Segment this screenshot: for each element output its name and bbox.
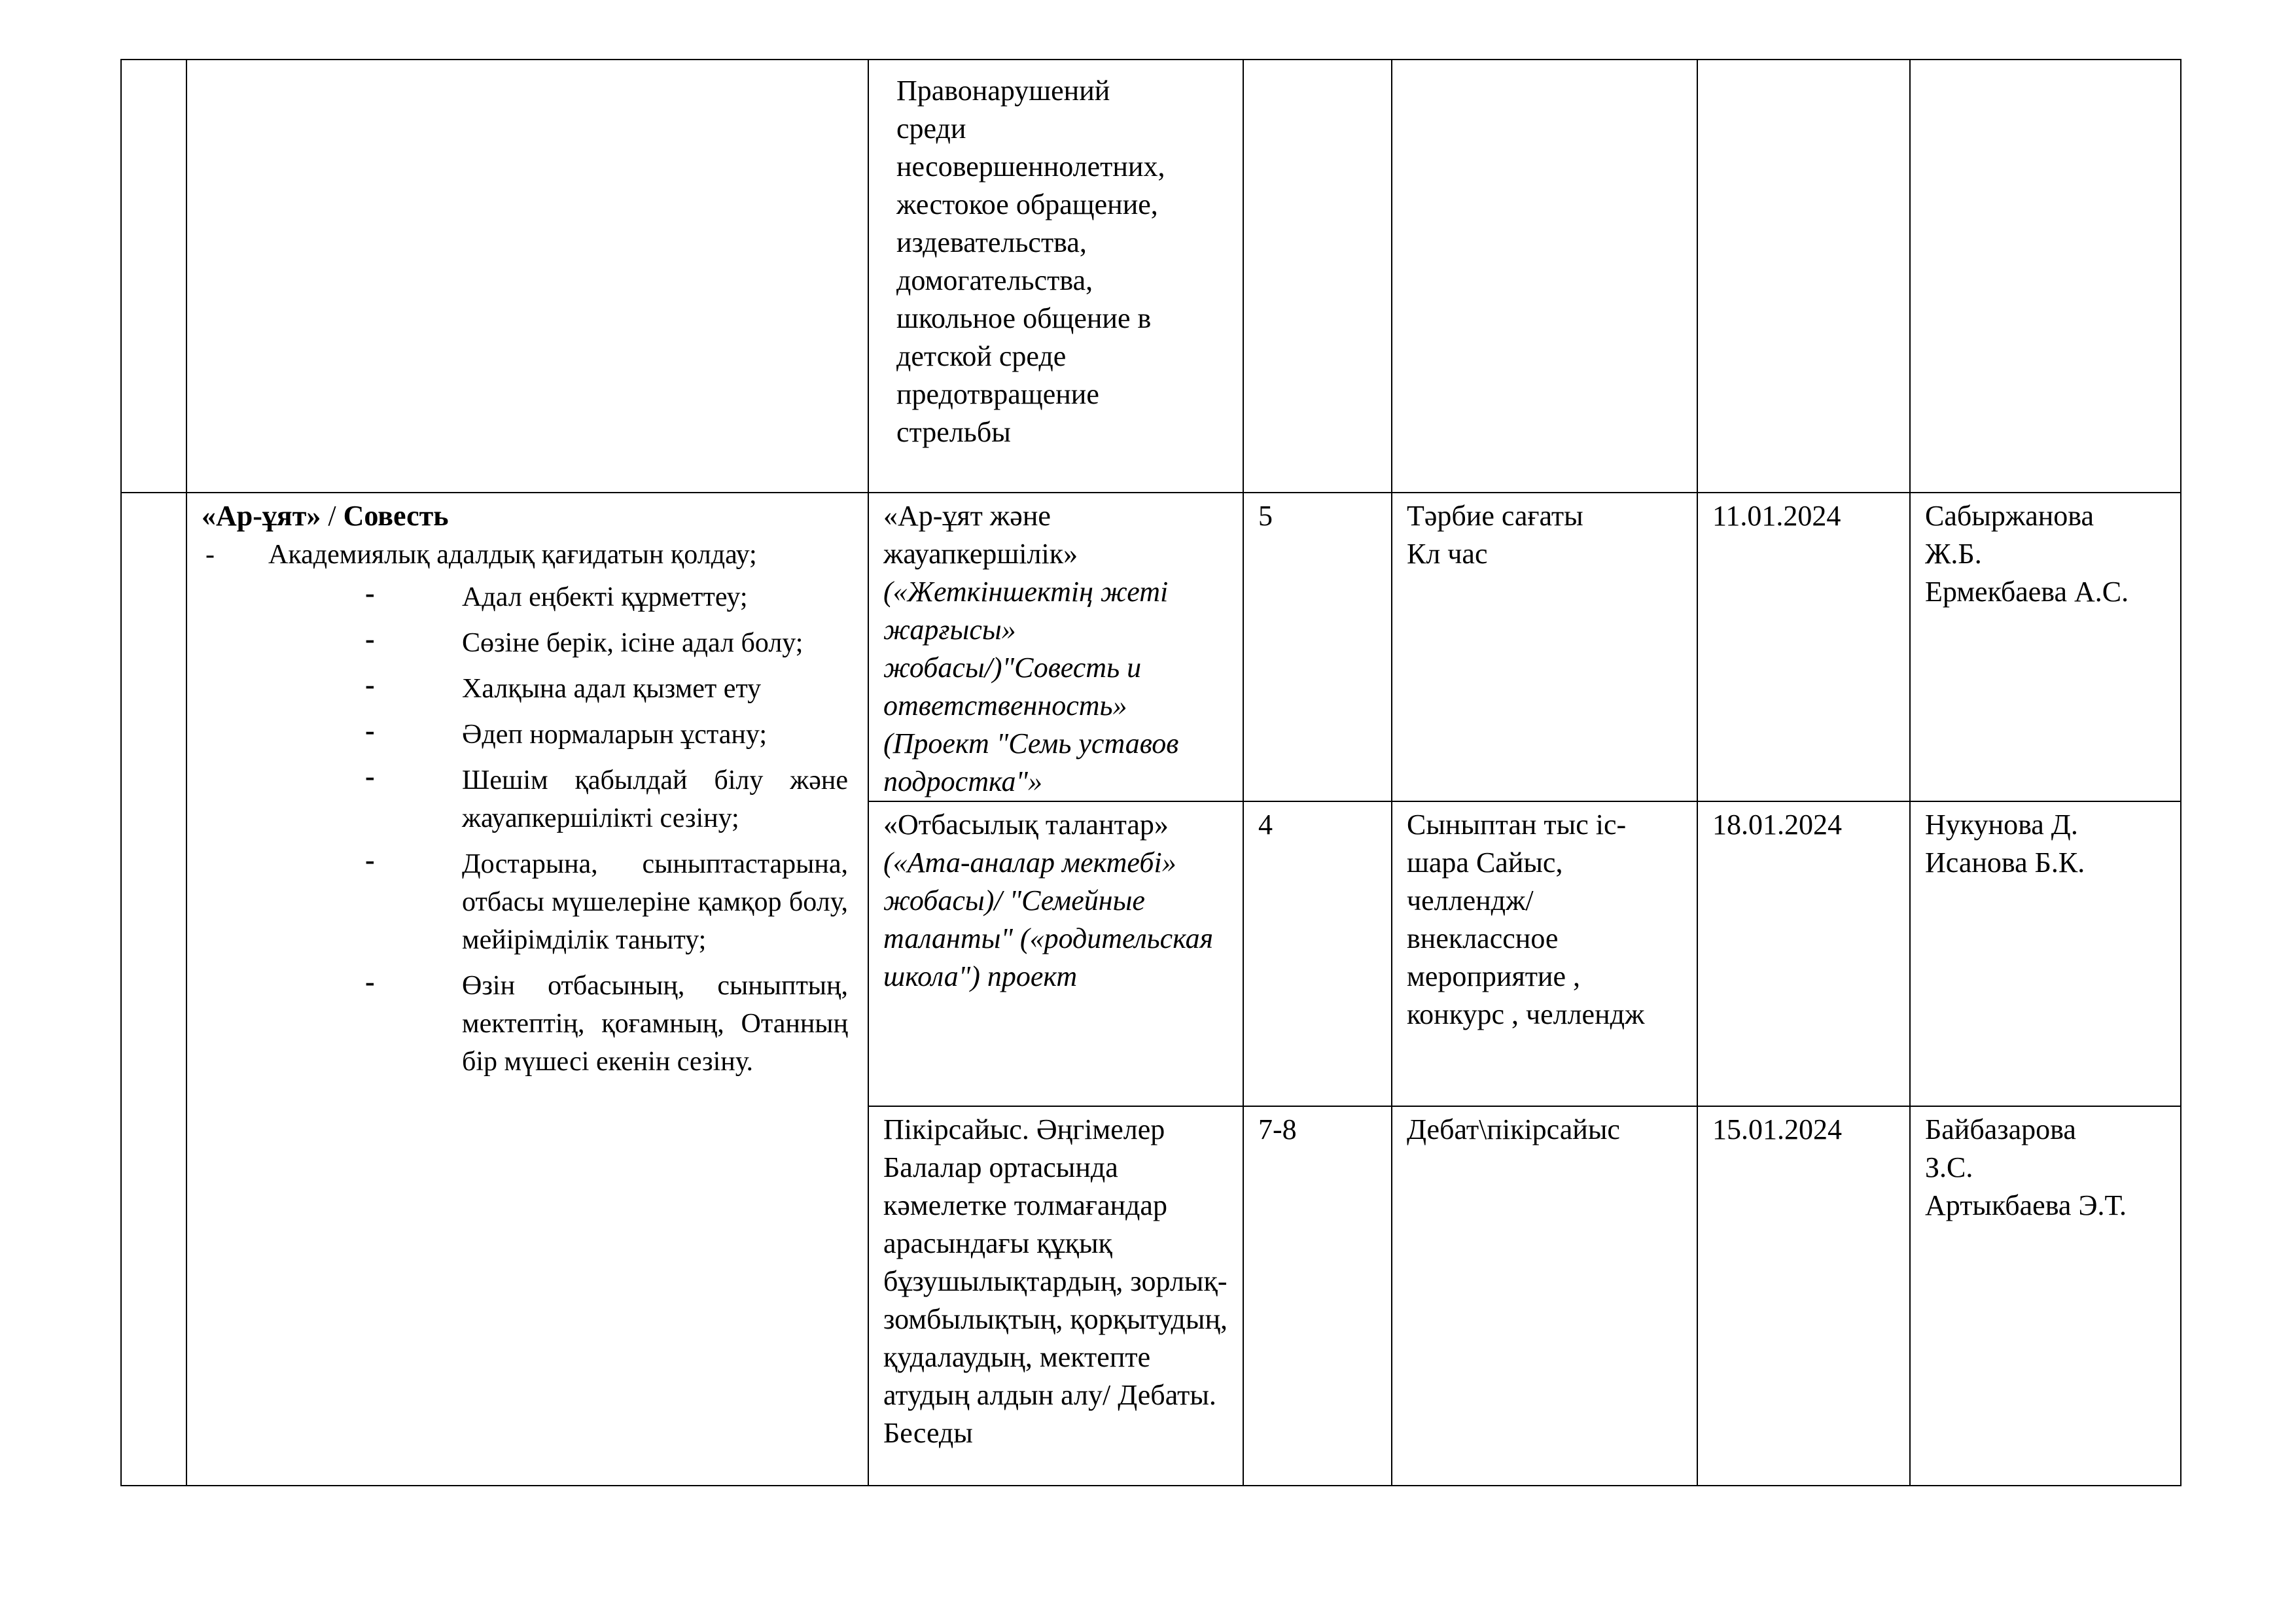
grade-value: 7-8 (1258, 1113, 1297, 1145)
responsible-cell (1910, 1106, 2181, 1486)
topic-line: несовершеннолетних, (896, 150, 1165, 183)
form-line: Дебат\пікірсайыс (1407, 1113, 1620, 1145)
topic-italic-text: («Ата-аналар мектебі» жобасы)/ "Семейные таланты" («родительская школа") проект (883, 846, 1214, 992)
responsible-cell (1910, 801, 2181, 1106)
bullet-dash: - (365, 669, 375, 701)
list-item: - Достарына, сыныптастарына, отбасы мүшелеріне қамқор болу, мейірімділік таныту; (462, 845, 853, 959)
topic-line: стрельбы (896, 416, 1011, 448)
values-title-separator: / (321, 500, 344, 532)
number-cell (121, 60, 186, 493)
grade-cell (1243, 493, 1392, 801)
table-row (121, 60, 2181, 493)
form-line: Тәрбие сағаты (1407, 500, 1583, 532)
list-item: - Адал еңбекті құрметтеу; (462, 578, 853, 616)
bullet-dash: - (365, 623, 375, 655)
list-item: - Халқына адал қызмет ету (462, 670, 853, 708)
form-cell (1392, 801, 1697, 1106)
values-list (202, 578, 853, 1081)
values-title-kz: «Ар-ұят» (202, 500, 321, 532)
topic-line: жестокое обращение, (896, 188, 1158, 220)
bullet-dash: - (365, 760, 375, 792)
grade-cell (1243, 801, 1392, 1106)
list-item: - Өзін отбасының, сыныптың, мектептің, қоғамның, Отанның бір мүшесі екенін сезіну. (462, 967, 853, 1081)
date-cell (1697, 1106, 1910, 1486)
list-item: - Әдеп нормаларын ұстану; (462, 716, 853, 754)
intro-dash: - (205, 540, 215, 570)
responsible-line: Ермекбаева А.С. (1925, 576, 2129, 608)
date-value: 11.01.2024 (1712, 500, 1841, 532)
values-intro (202, 536, 853, 573)
responsible-line: Сабыржанова (1925, 500, 2094, 532)
form-line: Кл час (1407, 538, 1488, 570)
grade-cell (1243, 60, 1392, 493)
date-cell (1697, 801, 1910, 1106)
values-cell (186, 493, 868, 1486)
responsible-line: Байбазарова (1925, 1113, 2076, 1145)
grade-value: 5 (1258, 500, 1273, 532)
table-row (121, 493, 2181, 801)
topic-text: Пікірсайыс. Әңгімелер Балалар ортасында кәмелетке толмағандар арасындағы құқық бұзушылықтардың, зорлық-зомбылықтың, қорқытудың, қудалаудың, мектепте атудың алдын алу/ Дебаты. Беседы (883, 1113, 1228, 1449)
topic-text (869, 60, 1243, 451)
topic-line: школьное общение в (896, 302, 1152, 334)
date-cell (1697, 60, 1910, 493)
values-title (202, 497, 853, 535)
form-cell (1392, 1106, 1697, 1486)
responsible-cell (1910, 60, 2181, 493)
values-cell-empty (186, 60, 868, 493)
topic-line: Правонарушений (896, 75, 1110, 107)
responsible-cell (1910, 493, 2181, 801)
responsible-line: Нукунова Д. (1925, 809, 2078, 841)
topic-line: издевательства, (896, 226, 1087, 258)
date-value: 18.01.2024 (1712, 809, 1842, 841)
form-cell (1392, 493, 1697, 801)
topic-line: среди (896, 113, 966, 145)
bullet-dash: - (365, 714, 375, 746)
values-title-ru: Совесть (343, 500, 449, 532)
topic-text: «Отбасылық талантар» (883, 809, 1169, 841)
intro-text: Академиялық адалдық қағидатын қолдау; (268, 540, 757, 570)
responsible-line: Артыкбаева Э.Т. (1925, 1189, 2127, 1221)
number-cell (121, 493, 186, 1486)
grade-cell (1243, 1106, 1392, 1486)
topic-text: «Ар-ұят және жауапкершілік» (883, 500, 1078, 570)
grade-value: 4 (1258, 809, 1273, 841)
topic-line: предотвращение (896, 378, 1099, 410)
date-cell (1697, 493, 1910, 801)
topic-cell (868, 801, 1243, 1106)
bullet-dash: - (365, 844, 375, 876)
topic-line: детской среде (896, 340, 1067, 372)
list-item: - Шешім қабылдай білу және жауапкершілікті сезіну; (462, 761, 853, 837)
topic-italic-text: («Жеткіншектің жеті жарғысы» жобасы/)"Совесть и ответственность» (Проект "Семь уставов подростка"» (883, 576, 1179, 797)
form-cell (1392, 60, 1697, 493)
topic-cell (868, 493, 1243, 801)
topic-line: домогательства, (896, 264, 1093, 296)
education-plan-table (120, 59, 2181, 1486)
form-line: Сыныптан тыс іс-шара Сайыс, челлендж/ внеклассное мероприятие , конкурс , челлендж (1407, 809, 1645, 1030)
bullet-dash: - (365, 966, 375, 998)
topic-cell (868, 1106, 1243, 1486)
responsible-line: З.С. (1925, 1151, 1973, 1183)
bullet-dash: - (365, 577, 375, 609)
responsible-line: Исанова Б.К. (1925, 846, 2085, 879)
list-item: - Сөзіне берік, ісіне адал болу; (462, 624, 853, 662)
date-value: 15.01.2024 (1712, 1113, 1842, 1145)
topic-cell (868, 60, 1243, 493)
responsible-line: Ж.Б. (1925, 538, 1982, 570)
